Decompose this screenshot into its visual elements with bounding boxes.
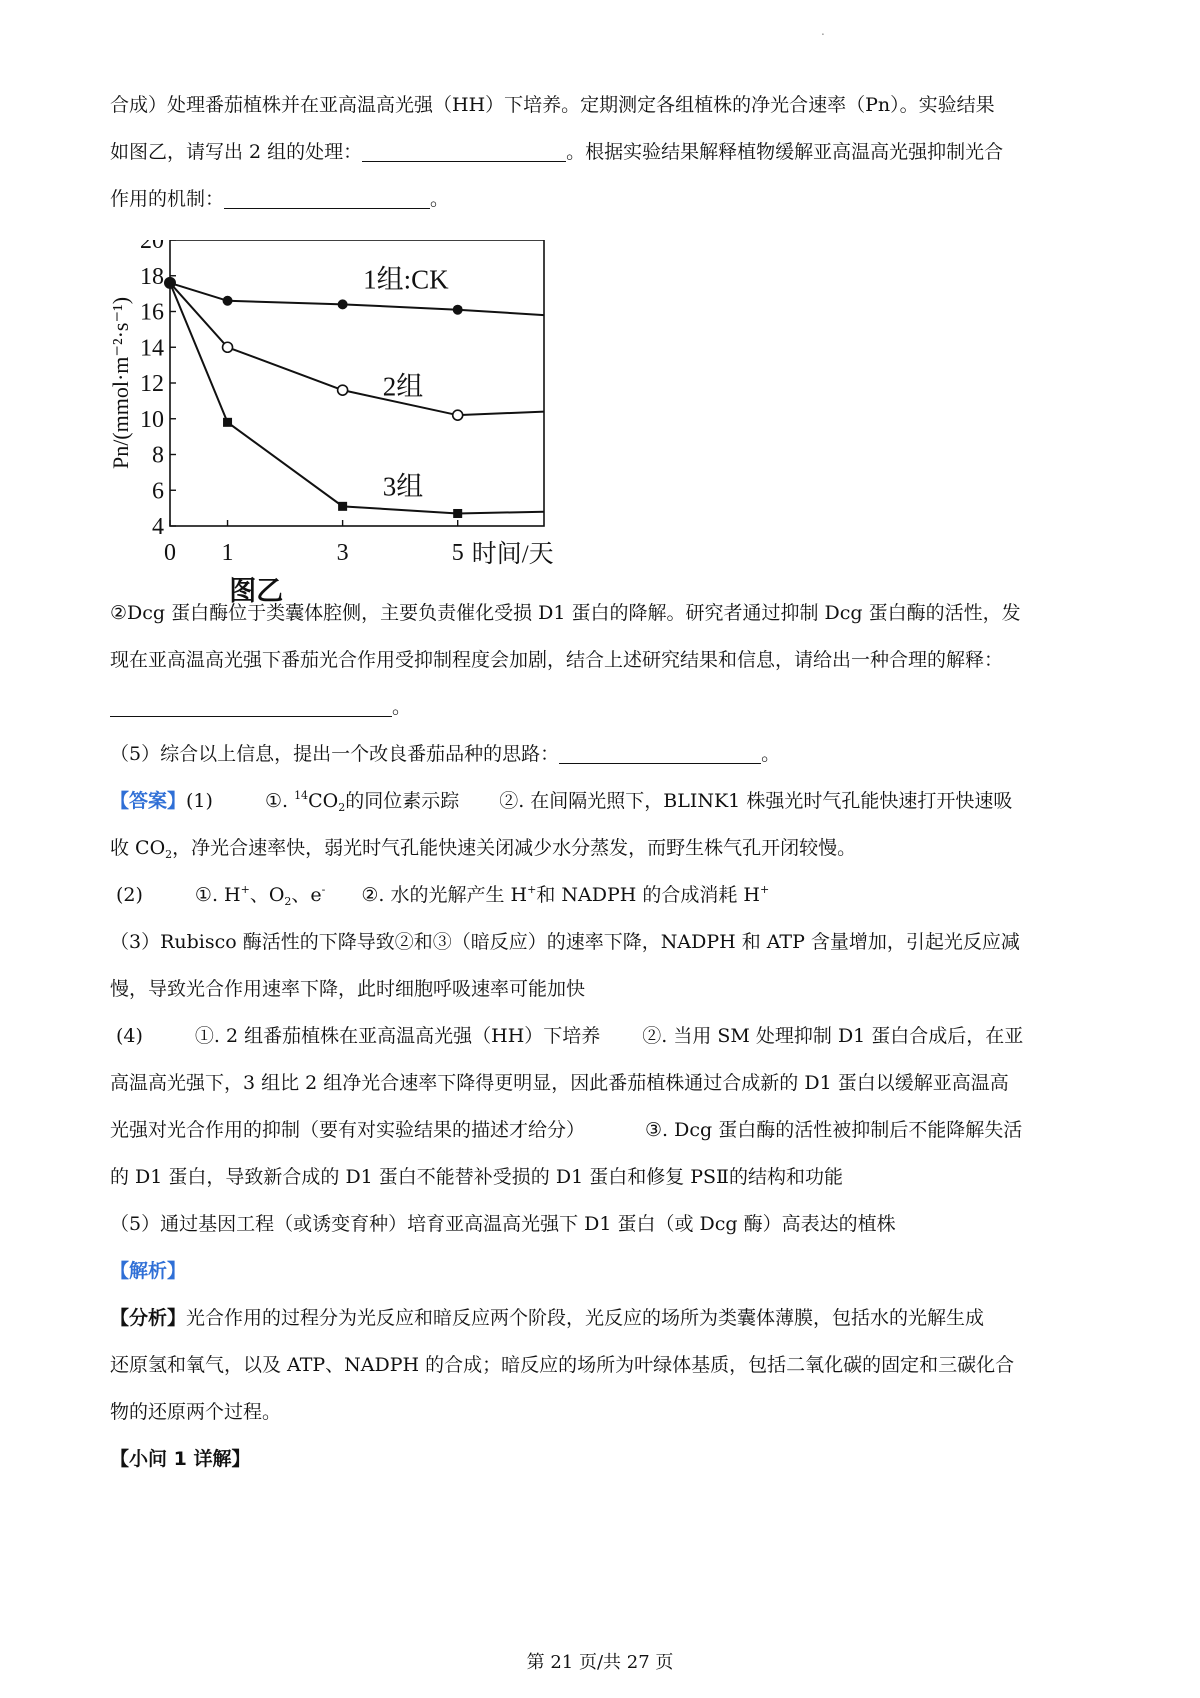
analysis-line-1-text: 光合作用的过程分为光反应和暗反应两个阶段，光反应的场所为类囊体薄膜，包括水的光解生成: [186, 1307, 985, 1329]
data-point: [338, 299, 348, 309]
answer-3-line-2: 慢，导致光合作用速率下降，此时细胞呼吸速率可能加快: [110, 978, 586, 1000]
data-point: [453, 410, 463, 420]
x-tick-label: 1: [221, 540, 234, 566]
y-axis-label: Pn/(mmol·m⁻²·s⁻¹): [110, 296, 133, 470]
answer-1-line-1: [110, 778, 1100, 825]
figure-yi: [110, 240, 670, 640]
subquestion-1-heading: [110, 1436, 1100, 1483]
pn-line-chart: [110, 240, 670, 640]
analysis-fenxi-label: 【分析】: [110, 1307, 187, 1329]
y-tick-label: 4: [152, 514, 164, 540]
question-2-line-2: 现在亚高温高光强下番茄光合作用受抑制程度会加剧，结合上述研究结果和信息，请给出一种合理的解释：: [110, 649, 1004, 671]
header-mark: .: [821, 24, 825, 38]
answer-1-line-2-pre: 收 CO: [110, 837, 166, 859]
answer-blank-3[interactable]: [110, 694, 392, 717]
subquestion-1-label: 【小问 1 详解】: [110, 1448, 251, 1470]
question-line-3: [110, 176, 1100, 223]
chart-series: [164, 277, 544, 518]
x-tick-label: 0: [164, 540, 176, 566]
data-point: [338, 385, 348, 395]
y-tick-label: 10: [140, 406, 164, 433]
y-tick-label: 12: [140, 371, 164, 397]
question-5-line: [110, 731, 1100, 778]
question-line-3-text: 作用的机制：: [110, 188, 225, 210]
answer-4-line-4: 的 D1 蛋白，导致新合成的 D1 蛋白不能替补受损的 D1 蛋白和修复 PSⅡ的结构和功能: [110, 1166, 843, 1188]
series-line: [170, 283, 544, 514]
question-line-2-tail: 。根据实验结果解释植物缓解亚高温高光强抑制光合: [566, 141, 1004, 163]
answer-1-item-1-pre: ①.: [264, 790, 295, 812]
answer-1-prefix: (1): [186, 790, 213, 812]
y-tick-label: 20: [140, 240, 164, 254]
data-point: [223, 342, 233, 352]
answer-blank-4[interactable]: [559, 741, 761, 764]
analysis-label: [110, 1248, 1100, 1295]
analysis-line-1: [110, 1295, 1100, 1342]
answer-label: 【答案】: [110, 790, 187, 812]
question-line-2: [110, 129, 1100, 176]
y-tick-label: 18: [140, 263, 164, 290]
series-label: 1组:CK: [363, 264, 449, 295]
chart-title: 图乙: [229, 576, 284, 606]
question-2-line-1: ②Dcg 蛋白酶位于类囊体腔侧，主要负责催化受损 D1 蛋白的降解。研究者通过抑制 Dcg 蛋白酶的活性，发: [110, 602, 1021, 624]
answer-blank-1[interactable]: [362, 139, 566, 162]
data-point: [223, 418, 232, 427]
question-5-tail: 。: [761, 743, 781, 765]
series-label: 3组: [382, 471, 424, 502]
answer-1-item-1-sub: 2: [338, 801, 346, 814]
question-5-text: （5）综合以上信息，提出一个改良番茄品种的思路：: [110, 743, 560, 765]
answer-2-item-1-sup1: +: [240, 883, 250, 896]
answer-1-item-1-sup: 14: [294, 789, 309, 802]
answer-4-line-3: [110, 1107, 1100, 1154]
answer-2-item-2-pre: ②. 水的光解产生 H: [361, 884, 528, 906]
answer-5-line: （5）通过基因工程（或诱变育种）培育亚高温高光强下 D1 蛋白（或 Dcg 酶）高表达的植株: [110, 1213, 896, 1235]
page-footer: 第 21 页/共 27 页: [526, 1652, 674, 1673]
analysis-line-3: 物的还原两个过程。: [110, 1401, 282, 1423]
answer-1-item-1-post: 的同位素示踪: [345, 790, 460, 812]
question-line-2-text: 如图乙，请写出 2 组的处理：: [110, 141, 363, 163]
question-2-line-3: [110, 684, 1100, 731]
answer-4-item-1: ①. 2 组番茄植株在亚高温高光强（HH）下培养: [194, 1025, 601, 1047]
answer-1-item-1-mid: CO: [308, 790, 339, 812]
y-tick-label: 14: [140, 335, 164, 362]
question-line-1: 合成）处理番茄植株并在亚高温高光强（HH）下培养。定期测定各组植株的净光合速率（Pn）。实验结果: [110, 94, 995, 116]
plot-frame: [170, 240, 544, 526]
data-point: [338, 502, 347, 511]
answer-4-line-2: 高温高光强下，3 组比 2 组净光合速率下降得更明显，因此番茄植株通过合成新的 D1 蛋白以缓解亚高温高: [110, 1072, 1009, 1094]
data-point: [453, 509, 462, 518]
question-2-line-3-tail: 。: [392, 696, 412, 718]
answer-2-item-1-mid: 、O: [249, 884, 285, 906]
answer-1-line-2-post: ，净光合速率快，弱光时气孔能快速关闭减少水分蒸发，而野生株气孔开闭较慢。: [172, 837, 857, 859]
x-axis-label: 时间/天: [471, 541, 554, 568]
answer-3-line-1: （3）Rubisco 酶活性的下降导致②和③（暗反应）的速率下降，NADPH 和 ATP 含量增加，引起光反应减: [110, 931, 1020, 953]
y-tick-label: 8: [152, 442, 164, 469]
answer-4-line-3-text: 光强对光合作用的抑制（要有对实验结果的描述才给分）: [110, 1119, 586, 1141]
analysis-label-text: 【解析】: [110, 1260, 187, 1282]
answer-blank-2[interactable]: [224, 186, 430, 209]
answer-4-line-1: [110, 1013, 1100, 1060]
analysis-line-2: 还原氢和氧气，以及 ATP、NADPH 的合成；暗反应的场所为叶绿体基质，包括二氧化碳的固定和三碳化合: [110, 1354, 1015, 1376]
answer-2-item-1-sup2: -: [321, 883, 326, 896]
x-tick-label: 3: [336, 540, 349, 566]
chart-axes: [170, 240, 544, 526]
answer-2-item-2-sup1: +: [527, 883, 537, 896]
data-point: [223, 296, 233, 306]
data-point: [453, 305, 463, 315]
answer-2-prefix: (2): [116, 884, 143, 906]
answer-2-item-2-sup2: +: [759, 883, 770, 896]
question-line-3-tail: 。: [430, 188, 450, 210]
answer-2-item-1-pre: ①. H: [194, 884, 241, 906]
answer-2-item-1-sub: 2: [284, 895, 292, 908]
y-tick-label: 6: [152, 478, 164, 505]
answer-2-line: [110, 872, 1100, 919]
answer-4-item-3: ③. Dcg 蛋白酶的活性被抑制后不能降解失活: [645, 1119, 1023, 1141]
answer-2-item-2-mid: 和 NADPH 的合成消耗 H: [536, 884, 760, 906]
y-tick-label: 16: [140, 299, 164, 326]
answer-1-line-2: [110, 825, 1100, 872]
chart-labels: [110, 240, 554, 606]
series-label: 2组: [382, 371, 424, 402]
answer-1-line-2-sub: 2: [165, 848, 173, 861]
x-tick-label: 5: [451, 540, 464, 566]
answer-4-item-2: ②. 当用 SM 处理抑制 D1 蛋白合成后，在亚: [642, 1025, 1024, 1047]
answer-1-item-2: ②. 在间隔光照下，BLINK1 株强光时气孔能快速打开快速吸: [499, 790, 1013, 812]
answer-2-item-1-mid2: 、e: [291, 884, 322, 906]
answer-4-prefix: (4): [116, 1025, 143, 1047]
